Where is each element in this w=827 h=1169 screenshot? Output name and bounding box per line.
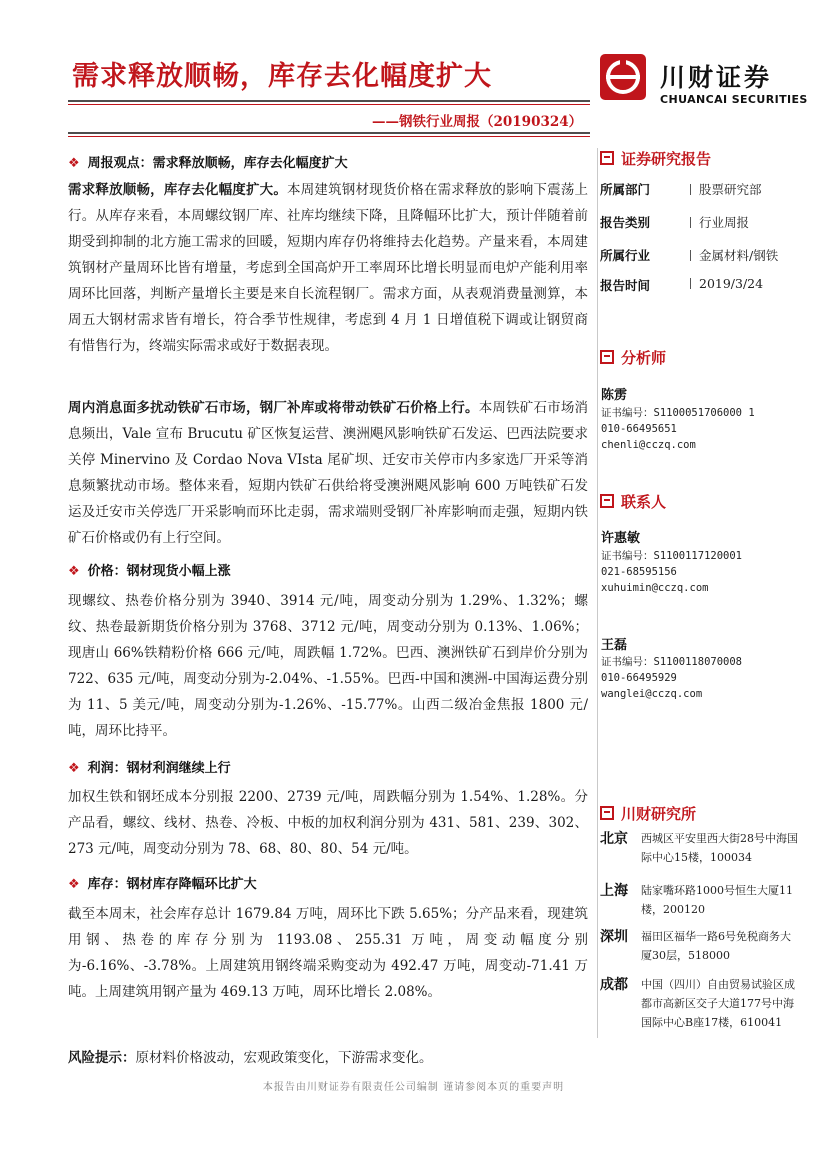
paragraph-inventory: 截至本周末，社会库存总计 1679.84 万吨，周环比下跌 5.65%；分产品来看，现建筑用钢、热卷的库存分别为 1193.08、255.31 万吨，周变动幅度分别为-6.16%、-3.78%。上周建筑用钢终端采购变动为 492.47 万吨，周变动-71.41 万吨。上周建筑用钢产量为 469.13 万吨，周环比增长 2.08%。 [68,906,588,1000]
subtitle-rule [68,132,590,134]
paragraph-price: 现螺纹、热卷价格分别为 3940、3914 元/吨，周变动分别为 1.29%、1.32%；螺纹、热卷最新期货价格分别为 3768、3712 元/吨，周变动分别为 0.13%、1.06%；现唐山 66%铁精粉价格 666 元/吨，周跌幅 1.72%。巴西、澳洲铁矿石到岸价分别为 722、635 元/吨，周变动分别为-2.04%、-1.55%。巴西-中国和澳洲-中国海运费分别为 11、5 美元/吨，周变动分别为-1.26%、-15.77%。山西二级冶金焦报 1800 元/吨，周环比持平。 [68,593,588,739]
diamond-bullet-icon: ❖ [68,156,80,171]
company-name-cn: 川财证券 [660,63,773,92]
info-value-department: 股票研究部 [690,180,762,198]
footer-disclaimer: 本报告由川财证券有限责任公司编制 谨请参阅本页的重要声明 [262,1082,565,1093]
office-city: 上海 [600,883,628,899]
diamond-bullet-icon: ❖ [68,761,80,776]
company-name-en: CHUANCAI SECURITIES [660,93,808,106]
info-label-type: 报告类别 [600,215,651,230]
office-address: 陆家嘴环路1000号恒生大厦11楼，200120 [641,884,793,916]
sidebar-heading-contact: 联系人 [600,491,666,512]
contact-details: 证书编号：S1100117120001 021-68595156 xuhuimin@cczq.com [601,550,743,594]
sidebar-heading-institute: 川财研究所 [600,803,696,824]
page-title: 需求释放顺畅，库存去化幅度扩大 [72,61,492,92]
info-value-industry: 金属材料/钢铁 [690,246,778,264]
column-divider [597,148,598,1038]
info-label-date: 报告时间 [600,278,651,293]
info-label-department: 所属部门 [600,182,651,197]
office-address: 福田区福华一路6号免税商务大厦30层，518000 [641,930,791,962]
sidebar-heading-analyst: 分析师 [600,347,666,368]
sidebar-heading-report: 证券研究报告 [600,148,711,169]
office-city: 深圳 [600,929,628,945]
section-heading-inventory: ❖ 库存：钢材库存降幅环比扩大 [68,877,257,892]
diamond-bullet-icon: ❖ [68,877,80,892]
section-heading-view: ❖ 周报观点：需求释放顺畅，库存去化幅度扩大 [68,156,348,171]
contact-details: 证书编号：S1100118070008 010-66495929 wanglei@cczq.com [601,656,743,700]
diamond-bullet-icon: ❖ [68,564,80,579]
header-rule [68,100,590,102]
header-rule-accent [68,104,590,105]
info-value-type: 行业周报 [690,213,749,231]
company-logo-icon [600,54,646,100]
paragraph-profit: 加权生铁和钢坯成本分别报 2200、2739 元/吨，周跌幅分别为 1.54%、1.28%。分产品看，螺纹、线材、热卷、冷板、中板的加权利润分别为 431、581、239、302、273 元/吨，周变动分别为 78、68、80、80、54 元/吨。 [68,789,588,857]
contact-name: 王磊 [601,638,628,653]
risk-warning: 风险提示：原材料价格波动，宏观政策变化，下游需求变化。 [68,1050,433,1066]
subtitle-rule-accent [68,136,590,137]
office-city: 成都 [600,977,628,993]
analyst-name: 陈雳 [601,388,628,403]
office-city: 北京 [600,831,628,847]
report-subtitle: ——钢铁行业周报（20190324） [372,114,583,130]
paragraph-iron-ore: 周内消息面多扰动铁矿石市场，钢厂补库或将带动铁矿石价格上行。本周铁矿石市场消息频出，Vale 宣布 Brucutu 矿区恢复运营、澳洲飓风影响铁矿石发运、巴西法院要求关停 Minervino 及 Cordao Nova VIsta 尾矿坝、迁安市关停市内多家选厂开采等消息频繁扰动市场。整体来看，短期内铁矿石供给将受澳洲飓风影响 600 万吨铁矿石发运及迁安市关停选厂开采影响而环比走弱，需求端则受钢厂补库影响而走强，短期内铁矿石价格或仍有上行空间。 [68,400,589,546]
paragraph-demand: 需求释放顺畅，库存去化幅度扩大。本周建筑钢材现货价格在需求释放的影响下震荡上行。从库存来看，本周螺纹钢厂库、社库均继续下降，且降幅环比扩大，预计伴随着前期受到抑制的北方施工需求的回暖，短期内库存仍将维持去化趋势。产量来看，本周建筑钢材产量周环比皆有增量，考虑到全国高炉开工率周环比增长明显而电炉产能利用率周环比回落，判断产量增长主要是来自长流程钢厂。需求方面，从表观消费量测算，本周五大钢材需求皆有增长，符合季节性规律，考虑到 4 月 1 日增值税下调或让钢贸商有惜售行为，终端实际需求或好于数据表现。 [68,182,589,354]
section-heading-price: ❖ 价格：钢材现货小幅上涨 [68,564,231,579]
info-value-date: 2019/3/24 [690,276,763,291]
office-address: 中国（四川）自由贸易试验区成都市高新区交子大道177号中海国际中心B座17楼，610041 [641,978,795,1029]
section-heading-profit: ❖ 利润：钢材利润继续上行 [68,761,231,776]
section-marker-icon [600,350,614,364]
section-marker-icon [600,806,614,820]
analyst-details: 证书编号：S1100051706000 1 010-66495651 chenli@cczq.com [601,407,755,451]
office-address: 西城区平安里西大街28号中海国际中心15楼，100034 [641,832,798,864]
section-marker-icon [600,494,614,508]
info-label-industry: 所属行业 [600,248,651,263]
contact-name: 许惠敏 [601,531,641,546]
section-marker-icon [600,151,614,165]
